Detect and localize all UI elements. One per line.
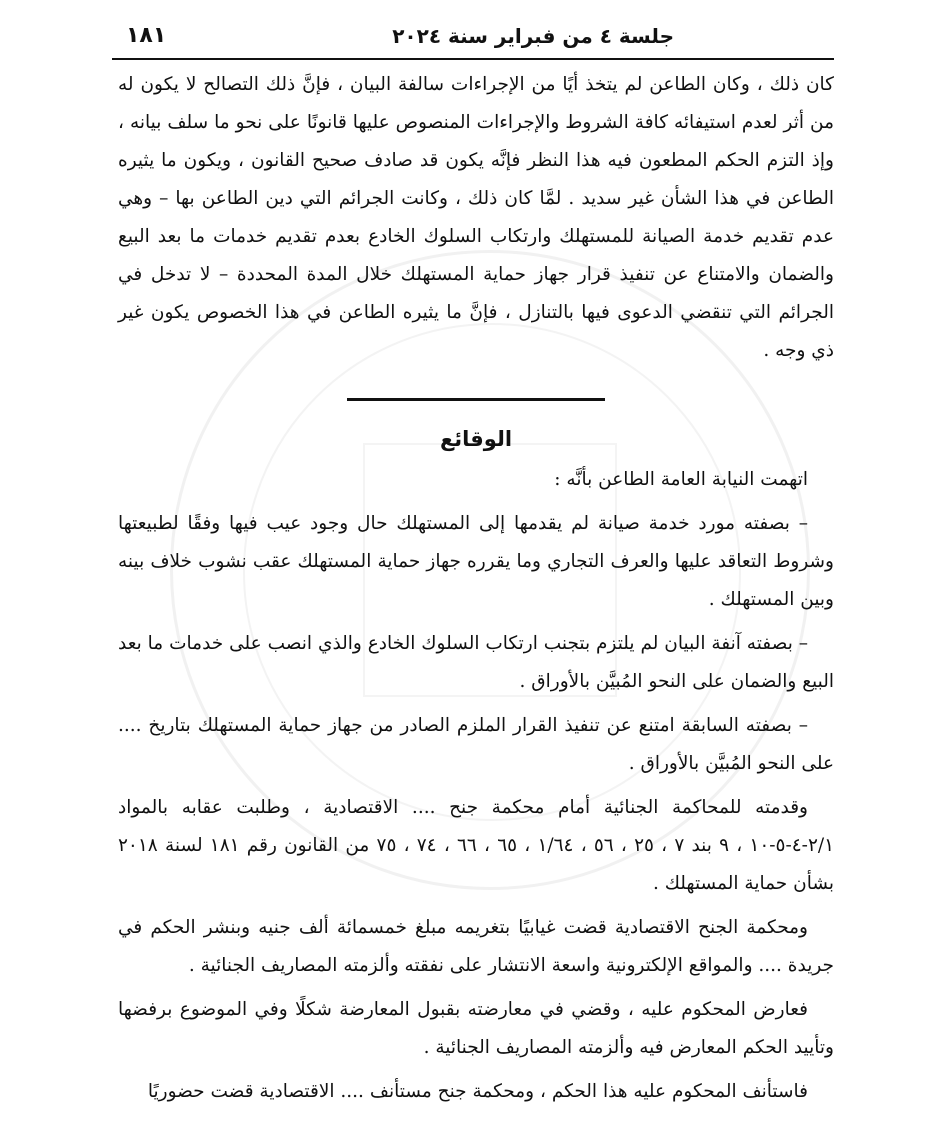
page-number: ١٨١ [126, 23, 167, 48]
page-header [112, 18, 834, 60]
referral-paragraph: وقدمته للمحاكمة الجنائية أمام محكمة جنح .... الاقتصادية ، وطلبت عقابه بالمواد ٢/١-٤-٥-١٠ ، ٩ بند ٧ ، ٢٥ ، ٥٦ ، ١/٦٤ ، ٦٥ ، ٦٦ ، ٧٤ ، ٧٥ من القانون رقم ١٨١ لسنة ٢٠١٨ بشأن حماية المستهلك . [118, 797, 835, 894]
session-date-title: جلسة ٤ من فبراير سنة ٢٠٢٤ [392, 24, 674, 48]
first-judgment-paragraph: ومحكمة الجنح الاقتصادية قضت غيابيًا بتغريمه مبلغ خمسمائة ألف جنيه وبنشر الحكم في جريدة .... والمواقع الإلكترونية واسعة الانتشار على نفقته وألزمته المصاريف الجنائية . [118, 917, 834, 976]
accusation-intro: اتهمت النيابة العامة الطاعن بأنَّه : [554, 469, 808, 490]
charge-item: – بصفته مورد خدمة صيانة لم يقدمها إلى المستهلك حال وجود عيب فيها وفقًا لطبيعتها وشروط التعاقد عليها والعرف التجاري وما يقرره جهاز حماية المستهلك عقب نشوب خلاف بينه وبين المستهلك . [118, 513, 834, 610]
charge-item: – بصفته آنفة البيان لم يلتزم بتجنب ارتكاب السلوك الخادع والذي انصب على خدمات ما بعد البيع والضمان على النحو المُبيَّن بالأوراق . [118, 633, 834, 692]
section-title: الوقائع [439, 427, 513, 451]
opposition-paragraph: فعارض المحكوم عليه ، وقضي في معارضته بقبول المعارضة شكلًا وفي الموضوع برفضها وتأييد الحكم المعارض فيه وألزمته المصاريف الجنائية . [118, 999, 834, 1058]
document-body [118, 66, 834, 1117]
charge-item: – بصفته السابقة امتنع عن تنفيذ القرار الملزم الصادر من جهاز حماية المستهلك بتاريخ .... على النحو المُبيَّن بالأوراق . [118, 715, 834, 774]
appeal-paragraph: فاستأنف المحكوم عليه هذا الحكم ، ومحكمة جنح مستأنف .... الاقتصادية قضت حضوريًا [147, 1081, 808, 1102]
section-divider [347, 398, 605, 401]
facts-section [118, 461, 834, 1111]
opening-paragraph: كان ذلك ، وكان الطاعن لم يتخذ أيًا من الإجراءات سالفة البيان ، فإنَّ ذلك التصالح لا يكون له من أثر لعدم استيفائه كافة الشروط والإجراءات المنصوص عليها قانونًا على نحو ما سلف بيانه ، وإذ التزم الحكم المطعون فيه هذا النظر فإنَّه يكون قد صادف صحيح القانون ، ويكون ما يثيره الطاعن في هذا الشأن غير سديد . لمَّا كان ذلك ، وكانت الجرائم التي دين الطاعن بها – وهي عدم تقديم خدمة الصيانة للمستهلك وارتكاب السلوك الخادع بعدم تقديم خدمات ما بعد البيع والضمان والامتناع عن تنفيذ قرار جهاز حماية المستهلك خلال المدة المحددة – لا تدخل في الجرائم التي تنقضي الدعوى فيها بالتنازل ، فإنَّ ما يثيره الطاعن في هذا الخصوص يكون غير ذي وجه . [118, 74, 834, 361]
